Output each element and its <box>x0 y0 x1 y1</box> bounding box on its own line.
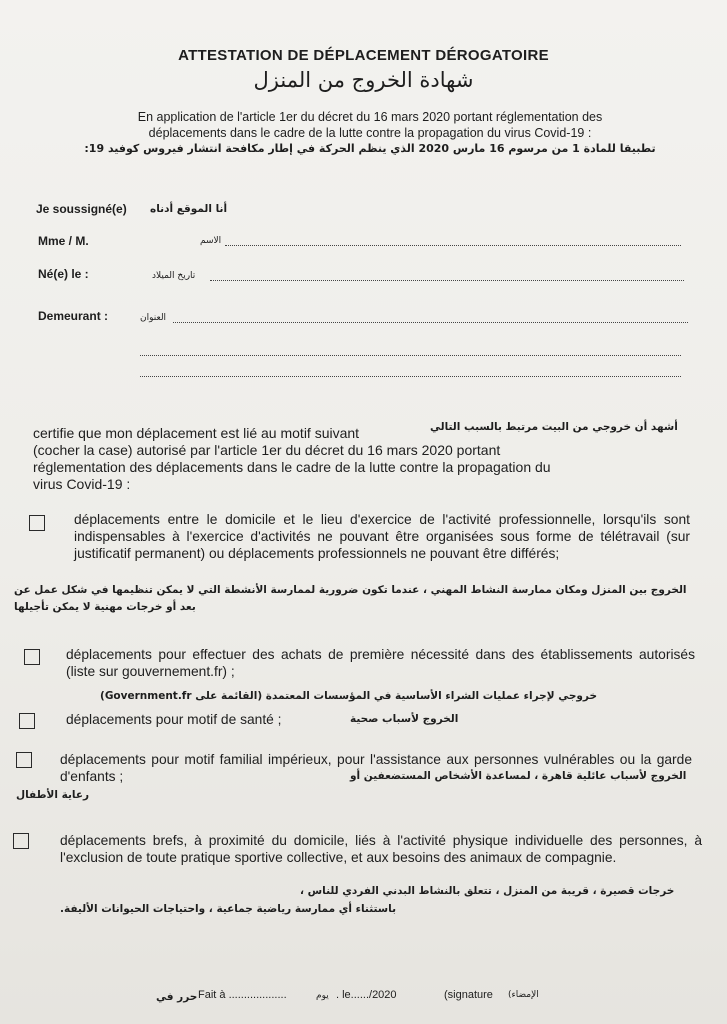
address-field-line-3[interactable] <box>140 376 681 377</box>
option-exercise-checkbox[interactable] <box>13 833 29 849</box>
option-health-arabic: الخروج لأسباب صحية <box>350 713 459 725</box>
made-in-arabic: حرر في <box>156 991 198 1003</box>
option-exercise-text: déplacements brefs, à proximité du domicile, liés à l'activité physique individuelle des personnes, à l'exclusion de toute pratique sportive collective, et aux besoins des animaux de compagnie. <box>60 833 702 865</box>
option-shopping-checkbox[interactable] <box>24 649 40 665</box>
address-field-line-2[interactable] <box>140 355 681 356</box>
soussigne-label-arabic: أنا الموقع أدناه <box>150 203 228 215</box>
option-family-arabic-2: رعاية الأطفال <box>16 789 90 801</box>
signature-label: (signature <box>444 989 493 1001</box>
certify-line-3: réglementation des déplacements dans le cadre de la lutte contre la propagation du <box>33 459 551 475</box>
certify-arabic: أشهد أن خروجي من البيت مرتبط بالسبب التالي <box>430 421 678 433</box>
name-field[interactable] <box>225 245 681 246</box>
day-arabic: يوم <box>316 991 329 1001</box>
address-label-arabic: العنوان <box>140 313 167 323</box>
option-family-checkbox[interactable] <box>16 752 32 768</box>
soussigne-label: Je soussigné(e) <box>36 202 127 216</box>
made-in-field[interactable]: Fait à ................... <box>198 989 287 1001</box>
certify-line-1: certifie que mon déplacement est lié au motif suivant <box>33 425 360 441</box>
name-label: Mme / M. <box>38 234 89 248</box>
option-work-arabic-2: بعد أو خرجات مهنية لا يمكن تأجيلها <box>14 601 196 613</box>
document-title-arabic: شهادة الخروج من المنزل <box>253 68 474 92</box>
option-health-text: déplacements pour motif de santé ; <box>66 712 282 727</box>
intro-line-1: En application de l'article 1er du décret du 16 mars 2020 portant réglementation des <box>137 110 603 124</box>
option-family-text: déplacements pour motif familial impérieux, pour l'assistance aux personnes vulnérables ou la garde d'enfants ; <box>60 752 692 784</box>
option-shopping-arabic: خروجي لإجراء عمليات الشراء الأساسية في المؤسسات المعتمدة (القائمة على Government.fr) <box>100 690 598 702</box>
birth-label-arabic: تاريخ الميلاد <box>152 271 196 281</box>
signature-label-arabic: الإمضاء) <box>508 990 539 1000</box>
option-health-checkbox[interactable] <box>19 713 35 729</box>
birth-label: Né(e) le : <box>38 267 89 281</box>
option-work-text: déplacements entre le domicile et le lieu d'exercice de l'activité professionnelle, lorsqu'ils sont indispensables à l'exercice d'activités ne pouvant être organisées sous forme de télétravail (sur justificatif permanent) ou déplacements professionnels ne pouvant être différés; <box>74 512 690 561</box>
birth-field[interactable] <box>210 280 684 281</box>
option-exercise-arabic-1: خرجات قصيرة ، قريبة من المنزل ، تتعلق بالنشاط البدني الفردي للناس ، <box>300 885 675 897</box>
intro-arabic: تطبيقا للمادة 1 من مرسوم 16 مارس 2020 الذي ينظم الحركة في إطار مكافحة انتشار فيروس كوفيد 19: <box>84 142 656 155</box>
certify-line-2: (cocher la case) autorisé par l'article 1er du décret du 16 mars 2020 portant <box>33 442 501 458</box>
document-title: ATTESTATION DE DÉPLACEMENT DÉROGATOIRE <box>178 47 549 64</box>
date-field[interactable]: . le....../2020 <box>336 989 397 1001</box>
name-label-arabic: الاسم <box>200 236 222 246</box>
address-field-line-1[interactable] <box>173 322 688 323</box>
intro-line-2: déplacements dans le cadre de la lutte contre la propagation du virus Covid-19 : <box>148 126 592 140</box>
option-exercise-arabic-2: باستثناء أي ممارسة رياضية جماعية ، واحتياجات الحيوانات الأليفة. <box>60 903 397 915</box>
address-label: Demeurant : <box>38 309 109 323</box>
certify-line-4: virus Covid-19 : <box>33 476 131 492</box>
option-work-arabic-1: الخروج بين المنزل ومكان ممارسة النشاط المهني ، عندما تكون ضرورية لممارسة الأنشطة التي لا يمكن تنظيمها في شكل عمل عن <box>14 584 687 596</box>
option-work-checkbox[interactable] <box>29 515 45 531</box>
option-shopping-text: déplacements pour effectuer des achats de première nécessité dans des établissements autorisés (liste sur gouvernement.fr) ; <box>66 647 695 679</box>
option-family-arabic-1: الخروج لأسباب عائلية قاهرة ، لمساعدة الأشخاص المستضعفين أو <box>350 770 687 782</box>
